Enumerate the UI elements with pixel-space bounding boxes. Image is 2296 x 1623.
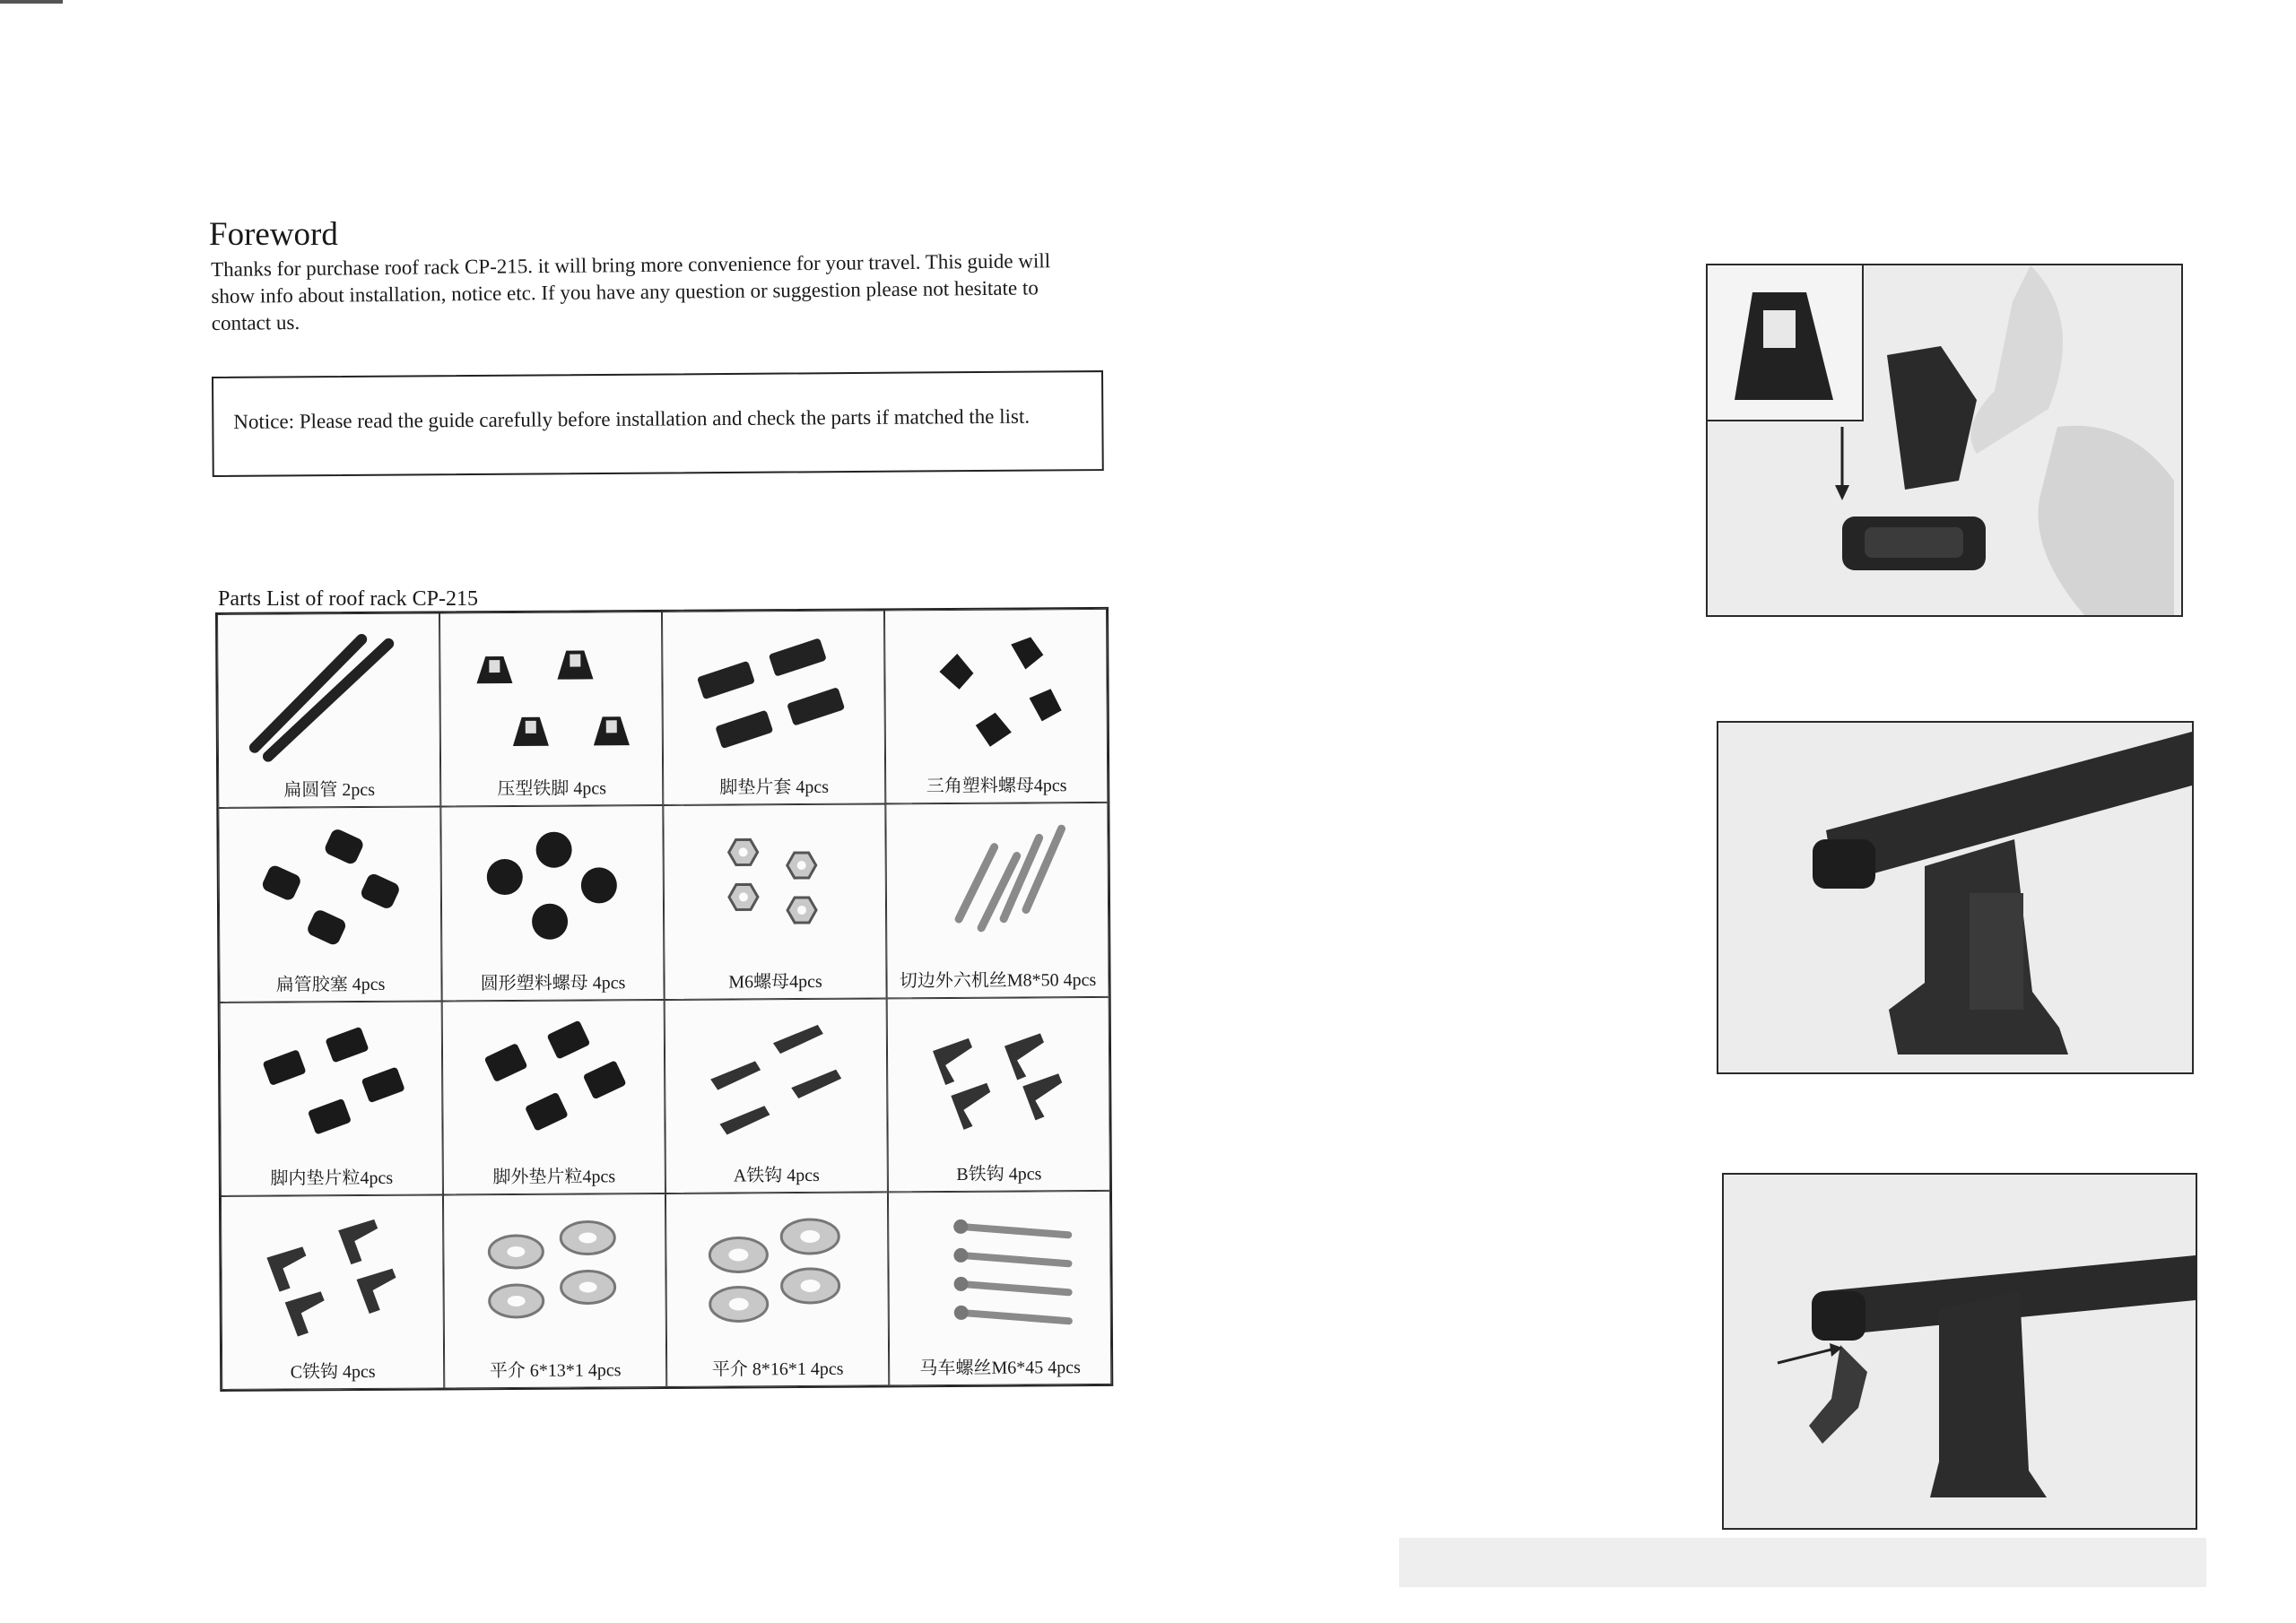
- flat-washer-small-icon: [453, 1202, 657, 1346]
- parts-list-caption: Parts List of roof rack CP-215: [218, 587, 478, 611]
- part-label: 压型铁脚 4pcs: [497, 778, 607, 800]
- carriage-bolt-icon: [898, 1199, 1101, 1343]
- part-cell: [885, 803, 1109, 998]
- scan-smudge: [1399, 1538, 2206, 1587]
- part-cell: [665, 998, 888, 1193]
- tube-rubber-plug-icon: [228, 815, 431, 959]
- part-label: B铁钩 4pcs: [956, 1164, 1042, 1185]
- foot-pad-cover-icon: [672, 619, 875, 763]
- foreword-text: Thanks for purchase roof rack CP-215. it will bring more convenience for your travel. This guide will show info about installation, notice etc. If you have any question or suggestion please not hesitate to contact us.: [211, 249, 1051, 334]
- part-cell: [443, 1193, 666, 1389]
- part-label: 平介 6*13*1 4pcs: [489, 1360, 622, 1382]
- part-label: C铁钩 4pcs: [290, 1361, 376, 1383]
- part-cell: [662, 610, 885, 805]
- hook-installation-photo: [1722, 1173, 2197, 1530]
- part-cell: [439, 612, 663, 807]
- triangle-plastic-nut-icon: [894, 617, 1098, 761]
- part-label: A铁钩 4pcs: [733, 1165, 820, 1186]
- part-label: 脚外垫片粒4pcs: [492, 1167, 616, 1187]
- hex-bolt-icon: [895, 811, 1099, 955]
- part-label: M6螺母4pcs: [728, 971, 822, 993]
- notice-text: Notice: Please read the guide carefully before installation and check the parts if matched the list.: [233, 404, 1031, 433]
- hook-a-icon: [674, 1006, 878, 1150]
- foot-detail-inset: [1708, 265, 1864, 421]
- part-cell: [888, 1191, 1111, 1386]
- part-label: 脚内垫片粒4pcs: [270, 1167, 394, 1189]
- parts-grid: [215, 607, 1113, 1392]
- foreword-title: Foreword: [209, 216, 338, 253]
- outer-foot-pad-icon: [452, 1008, 656, 1152]
- part-cell: [442, 999, 665, 1194]
- flat-oval-tube-icon: [227, 621, 430, 766]
- part-label: 三角塑料螺母4pcs: [926, 776, 1067, 797]
- part-cell: [217, 612, 440, 808]
- hook-b-icon: [897, 1004, 1100, 1149]
- part-label: 平介 8*16*1 4pcs: [711, 1358, 844, 1380]
- foot-assembly-photo: [1706, 264, 2183, 617]
- part-label: 扁管胶塞 4pcs: [275, 974, 386, 995]
- part-cell: [887, 996, 1110, 1192]
- flat-washer-large-icon: [675, 1200, 879, 1344]
- notice-box: [212, 370, 1104, 477]
- inner-foot-pad-icon: [230, 1009, 433, 1153]
- part-cell: [221, 1194, 444, 1390]
- part-cell: [220, 1001, 443, 1196]
- part-cell: [663, 804, 886, 1000]
- round-plastic-nut-icon: [450, 813, 654, 958]
- hook-c-icon: [230, 1202, 434, 1347]
- scan-corner-mark: [0, 0, 63, 4]
- part-label: 圆形塑料螺母 4pcs: [480, 972, 626, 994]
- part-cell: [218, 807, 441, 1002]
- part-label: 脚垫片套 4pcs: [719, 777, 830, 798]
- part-cell: [440, 805, 664, 1001]
- pressed-iron-foot-icon: [449, 620, 653, 764]
- part-label: 切边外六机丝M8*50 4pcs: [899, 969, 1097, 991]
- part-cell: [665, 1192, 889, 1387]
- part-label: 扁圆管 2pcs: [283, 780, 376, 801]
- part-cell: [884, 609, 1108, 804]
- bar-end-cap-photo: [1717, 721, 2194, 1074]
- part-label: 马车螺丝M6*45 4pcs: [919, 1358, 1081, 1379]
- hex-nut-icon: [673, 812, 876, 957]
